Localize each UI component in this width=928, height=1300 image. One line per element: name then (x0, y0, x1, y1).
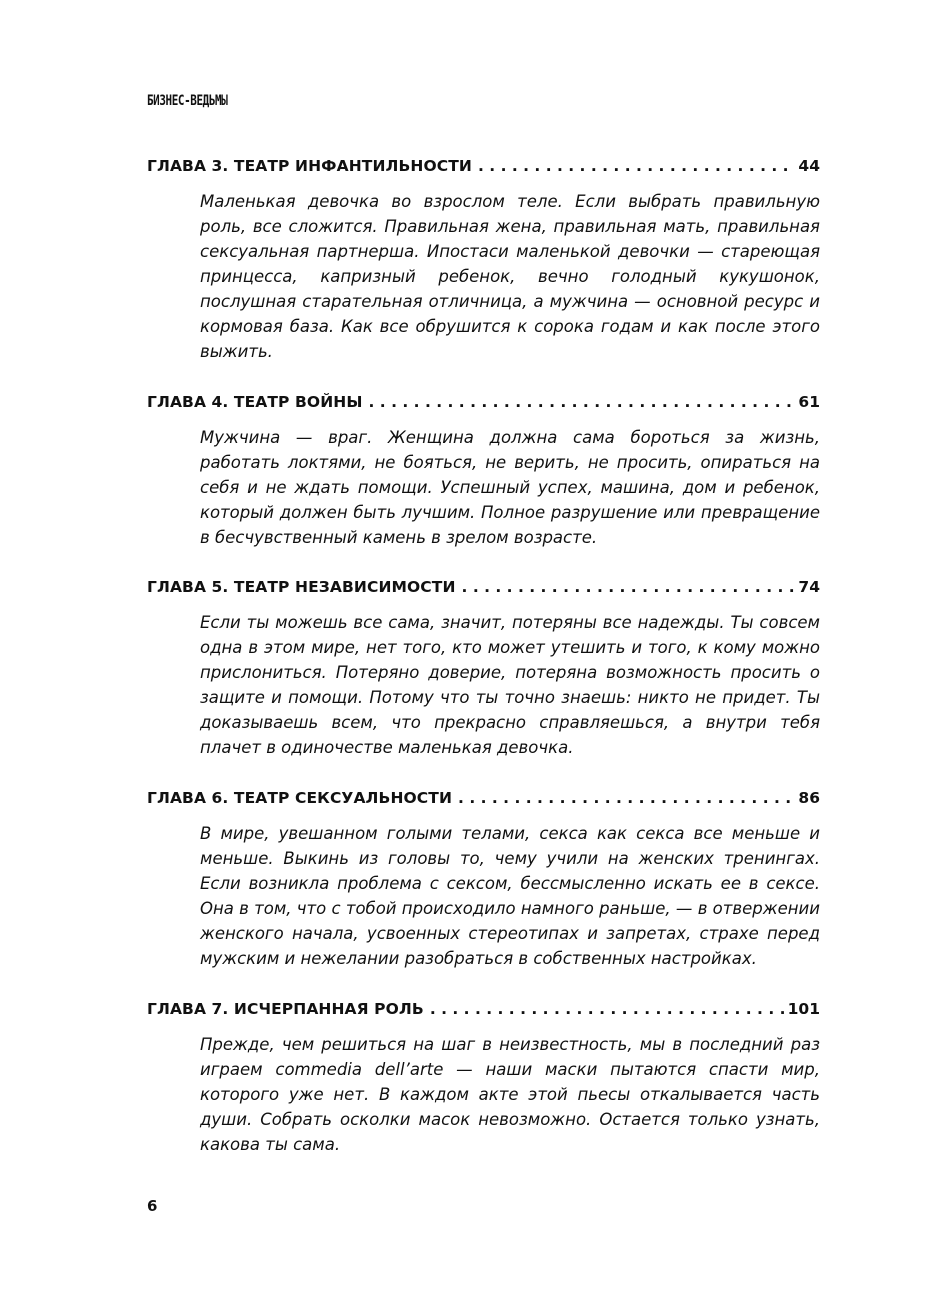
toc-leader-dots (478, 157, 794, 175)
chapter-summary: Если ты можешь все сама, значит, потеряны все надежды. Ты совсем одна в этом мире, нет того, кто может утешить и того, к кому можно прислониться. Потеряно доверие, потеряна возможность просить о защите и помощи. Потому что ты точно знаешь: никто не придет. Ты доказываешь всем, что прекрасно справляешься, а внутри тебя плачет в одиночестве маленькая девочка. (200, 613, 820, 757)
chapter-summary: Прежде, чем решиться на шаг в неизвестность, мы в последний раз играем commedia dell’arte — наши маски пытаются спасти мир, которого уже нет. В каждом акте этой пьесы откалывается часть души. Собрать осколки масок невозможно. Остается только узнать, какова ты сама. (200, 1035, 820, 1154)
toc-page-number: 74 (798, 578, 820, 596)
toc-title: ГЛАВА 5. ТЕАТР НЕЗАВИСИМОСТИ (147, 578, 456, 596)
running-head: БИЗНЕС-ВЕДЬМЫ (147, 93, 228, 109)
toc-line[interactable] (147, 157, 820, 175)
toc-page-number: 61 (798, 393, 820, 411)
toc-leader-dots (369, 393, 795, 411)
toc-entry-chapter-5 (147, 578, 820, 760)
toc-leader-dots (462, 578, 795, 596)
toc-leader-dots (430, 1000, 784, 1018)
toc-page-number: 86 (798, 789, 820, 807)
toc-line[interactable] (147, 393, 820, 411)
page-number: 6 (147, 1197, 158, 1215)
toc-line[interactable] (147, 1000, 820, 1018)
toc-entry-chapter-7 (147, 1000, 820, 1157)
toc-title: ГЛАВА 6. ТЕАТР СЕКСУАЛЬНОСТИ (147, 789, 453, 807)
toc-title: ГЛАВА 4. ТЕАТР ВОЙНЫ (147, 393, 363, 411)
toc-page-number: 44 (798, 157, 820, 175)
chapter-summary: Мужчина — враг. Женщина должна сама бороться за жизнь, работать локтями, не бояться, не верить, не просить, опираться на себя и не ждать помощи. Успешный успех, машина, дом и ребенок, который должен быть лучшим. Полное разрушение или превращение в бесчувственный камень в зрелом возрасте. (200, 428, 820, 547)
toc-leader-dots (458, 789, 794, 807)
toc-line[interactable] (147, 789, 820, 807)
toc-title: ГЛАВА 3. ТЕАТР ИНФАНТИЛЬНОСТИ (147, 157, 472, 175)
toc-title: ГЛАВА 7. ИСЧЕРПАННАЯ РОЛЬ (147, 1000, 424, 1018)
toc-entry-chapter-6 (147, 789, 820, 971)
toc-line[interactable] (147, 578, 820, 596)
chapter-summary: Маленькая девочка во взрослом теле. Если выбрать правильную роль, все сложится. Правильная жена, правильная мать, правильная сексуальная партнерша. Ипостаси маленькой девочки — стареющая принцесса, капризный ребенок, вечно голодный кукушонок, послушная старательная отличница, а мужчина — основной ресурс и кормовая база. Как все обрушится к сорока годам и как после этого выжить. (200, 192, 820, 361)
toc-page-number: 101 (787, 1000, 820, 1018)
chapter-summary: В мире, увешанном голыми телами, секса как секса все меньше и меньше. Выкинь из головы то, чему учили на женских тренингах. Если возникла проблема с сексом, бессмысленно искать ее в сексе. Она в том, что с тобой происходило намного раньше, — в отвержении женского начала, усвоенных стереотипах и запретах, страхе перед мужским и нежелании разобраться в собственных настройках. (200, 824, 820, 968)
toc-entry-chapter-4 (147, 393, 820, 550)
toc-entry-chapter-3 (147, 157, 820, 364)
